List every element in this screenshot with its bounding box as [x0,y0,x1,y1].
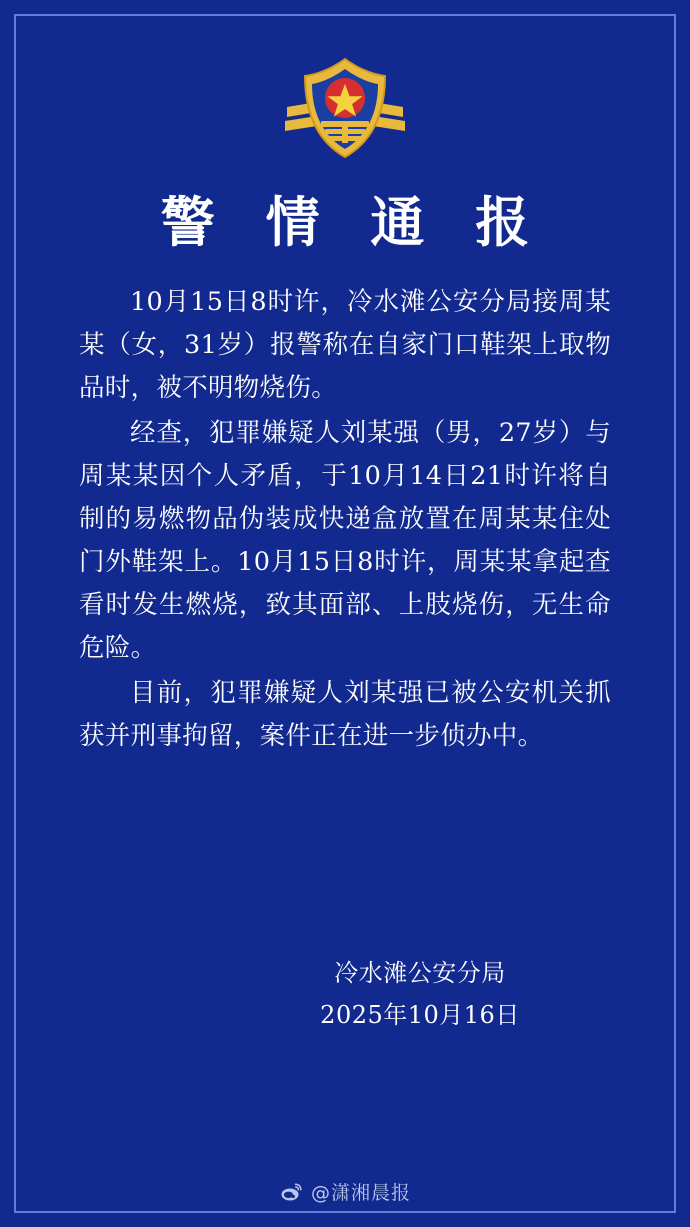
paragraph: 目前，犯罪嫌疑人刘某强已被公安机关抓获并刑事拘留，案件正在进一步侦办中。 [79,677,611,751]
notice-body [79,281,611,760]
signature-block [79,952,611,1036]
footer-account: @潇湘晨报 [310,1182,411,1204]
paragraph: 经查，犯罪嫌疑人刘某强（男，27岁）与周某某因个人矛盾，于10月14日21时许将自制的易燃物品伪装成快递盒放置在周某某住处门外鞋架上。10月15日8时许，周某某拿起查看时发生燃烧，致其面部、上肢烧伤，无生命危险。 [79,417,611,663]
footer-watermark [0,1178,690,1205]
page-title: 警 情 通 报 [160,190,546,254]
police-emblem-icon [280,52,410,172]
weibo-icon [279,1180,303,1204]
signature-issuer: 冷水滩公安分局 [334,958,506,987]
paragraph: 10月15日8时许，冷水滩公安分局接周某某（女，31岁）报警称在自家门口鞋架上取物品时，被不明物烧伤。 [79,286,611,403]
signature-date: 2025年10月16日 [320,1000,520,1029]
